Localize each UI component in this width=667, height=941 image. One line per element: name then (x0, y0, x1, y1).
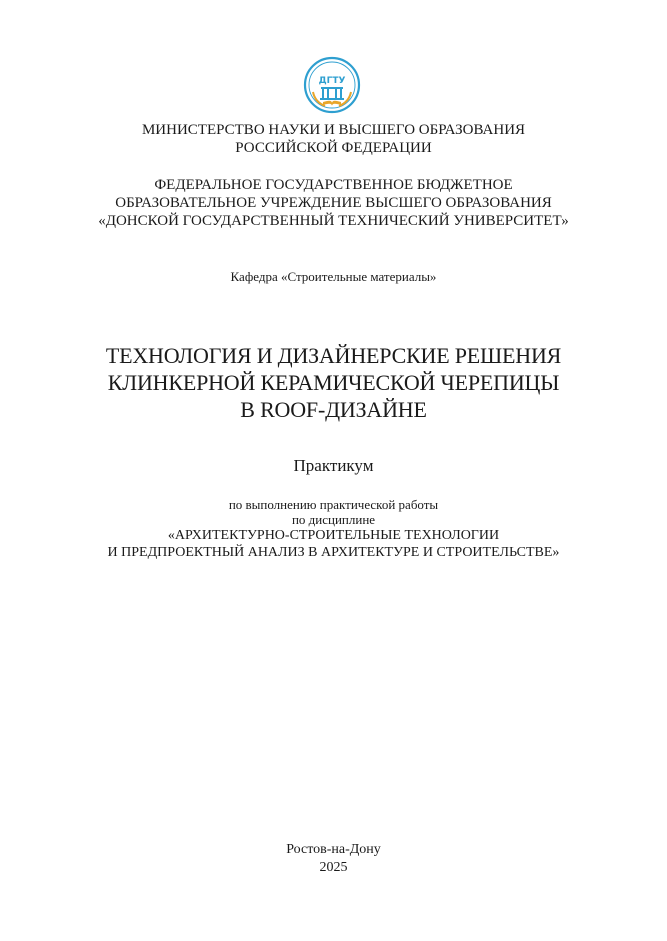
ministry-line-2: РОССИЙСКОЙ ФЕДЕРАЦИИ (235, 140, 432, 156)
year: 2025 (319, 860, 348, 875)
purpose-line-1: по выполнению практической работы (228, 497, 439, 512)
course-name-line-1: «АРХИТЕКТУРНО-СТРОИТЕЛЬНЫЕ ТЕХНОЛОГИИ (167, 528, 500, 543)
title-line-2: КЛИНКЕРНОЙ КЕРАМИЧЕСКОЙ ЧЕРЕПИЦЫ (107, 370, 560, 395)
document-purpose (0, 497, 667, 561)
institution-line-3: «ДОНСКОЙ ГОСУДАРСТВЕННЫЙ ТЕХНИЧЕСКИЙ УНИВЕРСИТЕТ» (98, 213, 569, 229)
institution-header (0, 176, 667, 230)
course-name-line-2: И ПРЕДПРОЕКТНЫЙ АНАЛИЗ В АРХИТЕКТУРЕ И СТРОИТЕЛЬСТВЕ» (107, 545, 560, 560)
university-logo-icon (303, 56, 361, 114)
institution-line-1: ФЕДЕРАЛЬНОЕ ГОСУДАРСТВЕННОЕ БЮДЖЕТНОЕ (154, 177, 513, 193)
department-name: Кафедра «Строительные материалы» (230, 269, 437, 284)
city: Ростов-на-Дону (286, 842, 381, 857)
institution-line-2: ОБРАЗОВАТЕЛЬНОЕ УЧРЕЖДЕНИЕ ВЫСШЕГО ОБРАЗОВАНИЯ (115, 195, 552, 211)
ministry-header (0, 121, 667, 157)
document-title (0, 342, 667, 423)
title-line-3: В ROOF-ДИЗАЙНЕ (240, 397, 427, 422)
title-line-1: ТЕХНОЛОГИЯ И ДИЗАЙНЕРСКИЕ РЕШЕНИЯ (105, 343, 562, 368)
ministry-line-1: МИНИСТЕРСТВО НАУКИ И ВЫСШЕГО ОБРАЗОВАНИЯ (141, 122, 526, 138)
purpose-line-2: по дисциплине (291, 512, 376, 527)
publication-info (0, 841, 667, 877)
logo-text: ДГТУ (318, 76, 346, 86)
document-type: Практикум (293, 456, 374, 475)
